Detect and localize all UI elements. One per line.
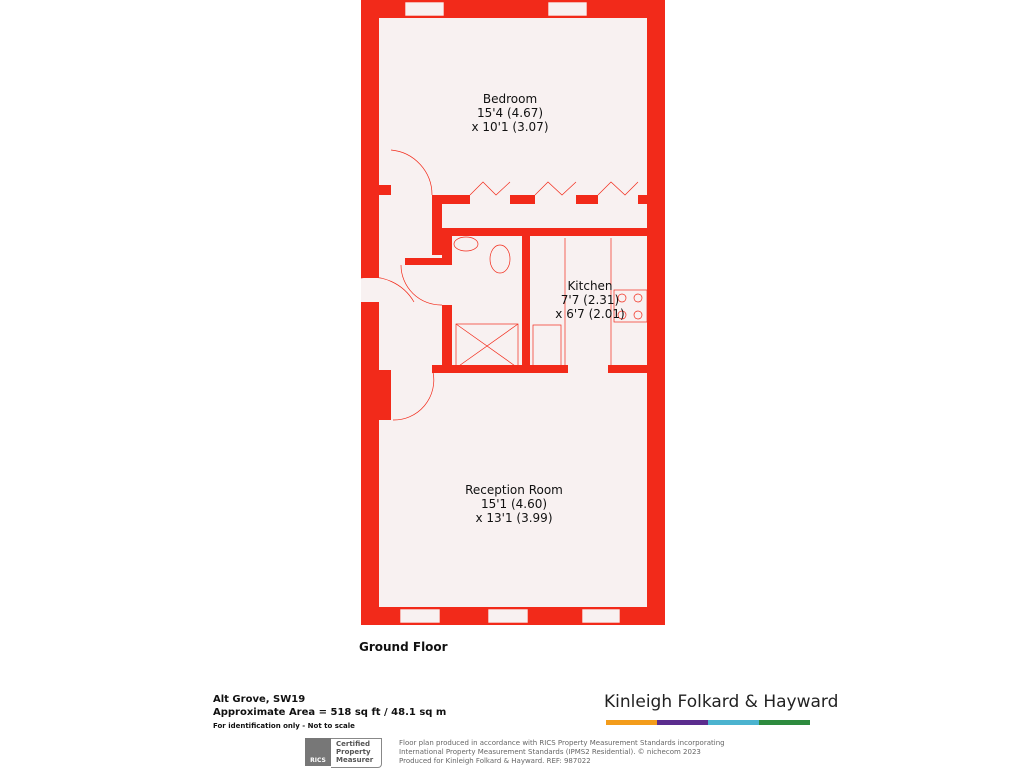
legal-line: International Property Measurement Standards (IPMS2 Residential). © nichecom 2023 — [399, 748, 701, 756]
window — [582, 609, 620, 623]
window — [405, 2, 444, 16]
brand-color-bars — [606, 720, 810, 725]
rics-logo: RICS — [305, 738, 331, 766]
rics-text: Property — [336, 748, 371, 756]
room-dim: 15'1 (4.60) — [480, 497, 548, 511]
address: Alt Grove, SW19 — [213, 694, 306, 705]
room-name: Reception Room — [465, 483, 563, 497]
brand-bar — [657, 720, 708, 725]
room-label-bedroom — [440, 92, 580, 134]
room-label-kitchen — [535, 279, 645, 321]
window — [400, 609, 440, 623]
property-info — [213, 693, 446, 730]
room-dim: 15'4 (4.67) — [476, 106, 544, 120]
caveat: For identification only - Not to scale — [213, 722, 355, 730]
room-name: Bedroom — [482, 92, 538, 106]
window — [488, 609, 528, 623]
brand-bar — [708, 720, 759, 725]
area: Approximate Area = 518 sq ft / 48.1 sq m — [213, 707, 447, 718]
rics-text: Measurer — [336, 756, 374, 764]
brand-bar — [759, 720, 810, 725]
window — [548, 2, 587, 16]
left-wall-upper — [361, 0, 379, 278]
room-dim: 7'7 (2.31) — [560, 293, 620, 307]
right-wall — [647, 0, 665, 625]
brand-bar — [606, 720, 657, 725]
floor-label: Ground Floor — [359, 640, 448, 654]
room-label-reception — [444, 483, 584, 525]
legal-line: Produced for Kinleigh Folkard & Hayward. REF: 987022 — [399, 757, 591, 765]
room-dim: x 13'1 (3.99) — [475, 511, 553, 525]
legal-notice — [399, 739, 725, 766]
rics-certification — [331, 738, 382, 768]
room-dim: x 6'7 (2.01) — [555, 307, 625, 321]
left-wall-lower — [361, 302, 379, 625]
rics-text: Certified — [336, 740, 371, 748]
brand-logo: Kinleigh Folkard & Hayward — [604, 692, 839, 712]
legal-line: Floor plan produced in accordance with RICS Property Measurement Standards incorporating — [399, 739, 725, 747]
room-dim: x 10'1 (3.07) — [471, 120, 549, 134]
rics-badge — [305, 738, 382, 768]
room-name: Kitchen — [567, 279, 613, 293]
